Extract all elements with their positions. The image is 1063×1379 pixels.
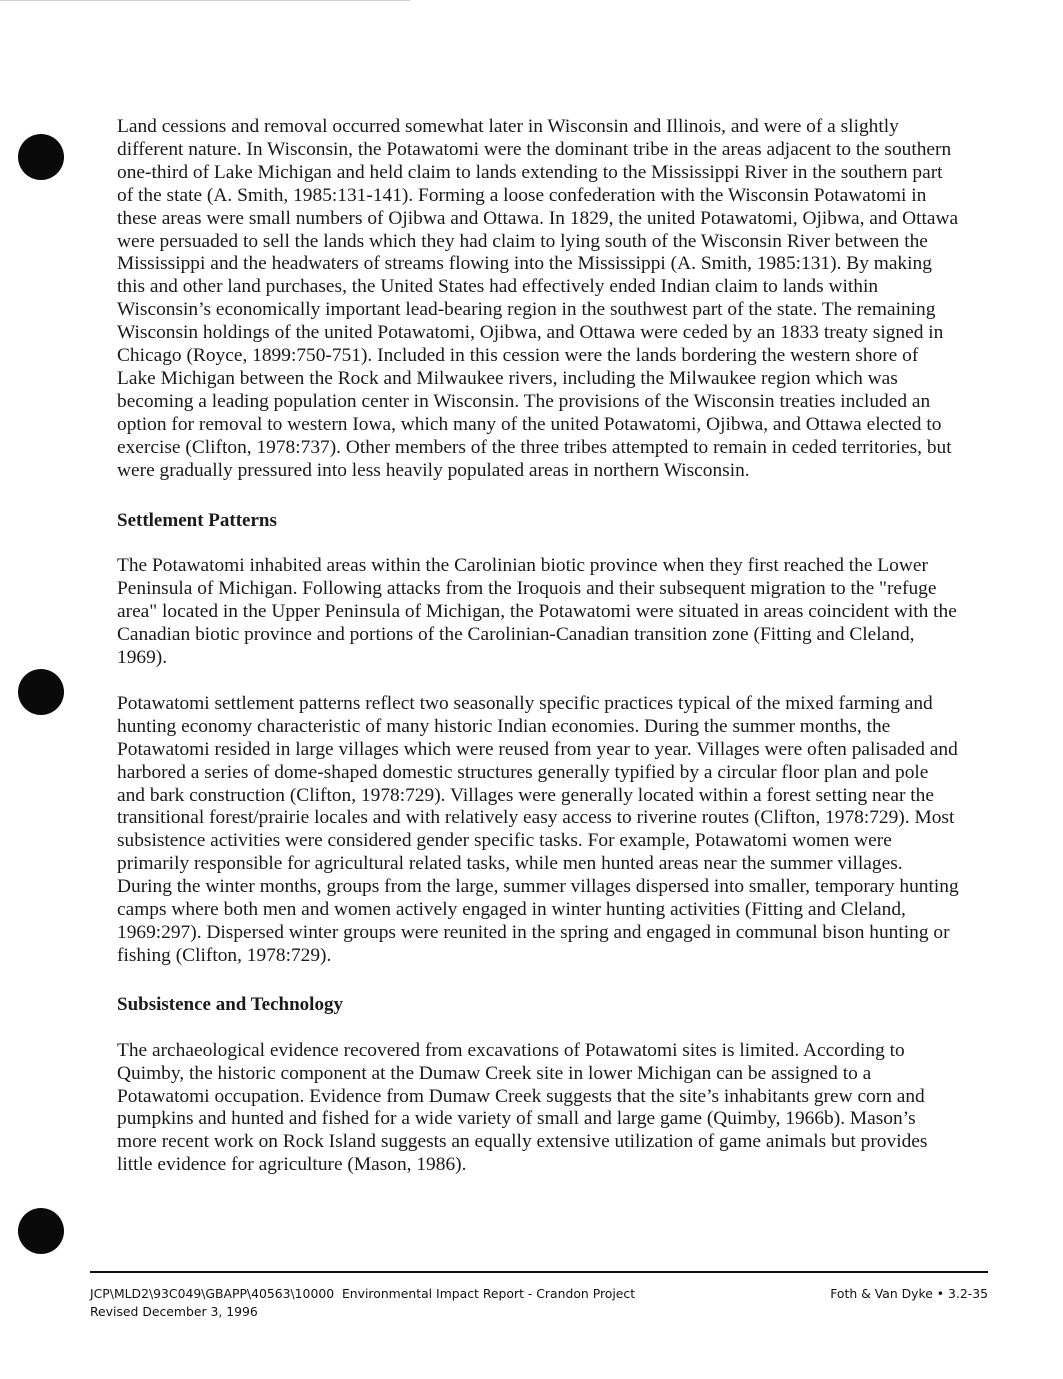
heading-settlement-patterns: Settlement Patterns	[117, 509, 277, 531]
binder-hole-icon	[18, 1208, 64, 1254]
binder-hole-icon	[18, 134, 64, 180]
binder-hole-icon	[18, 669, 64, 715]
footer-page-reference: Foth & Van Dyke • 3.2-35	[830, 1286, 988, 1301]
top-edge-rule	[0, 0, 410, 1]
footer-rule	[90, 1271, 988, 1273]
document-body	[117, 116, 959, 1177]
paragraph-potawatomi-inhabited: The Potawatomi inhabited areas within the Carolinian biotic province when they first reached the Lower Peninsula of Michigan. Following attacks from the Iroquois and their subsequent migration to the "refuge area" located in the Upper Peninsula of Michigan, the Potawatomi were situated in areas coincident with the Canadian biotic province and portions of the Carolinian-Canadian transition zone (Fitting and Cleland, 1969).	[117, 555, 957, 669]
footer-file-path-title: JCP\MLD2\93C049\GBAPP\40563\10000 Environmental Impact Report - Crandon Project	[90, 1286, 636, 1301]
paragraph-land-cessions: Land cessions and removal occurred somewhat later in Wisconsin and Illinois, and were of a slightly different nature. In Wisconsin, the Potawatomi were the dominant tribe in the areas adjacent to the southern one-third of Lake Michigan and held claim to lands extending to the Mississippi River in the southern part of the state (A. Smith, 1985:131-141). Forming a loose confederation with the Wisconsin Potawatomi in these areas were small numbers of Ojibwa and Ottawa. In 1829, the united Potawatomi, Ojibwa, and Ottawa were persuaded to sell the lands which they had claim to lying south of the Wisconsin River between the Mississippi and the headwaters of streams flowing into the Mississippi (A. Smith, 1985:131). By making this and other land purchases, the United States had effectively ended Indian claim to lands within Wisconsin’s economically important lead-bearing region in the southwest part of the state. The remaining Wisconsin holdings of the united Potawatomi, Ojibwa, and Ottawa were ceded by an 1833 treaty signed in Chicago (Royce, 1899:750-751). Included in this cession were the lands bordering the western shore of Lake Michigan between the Rock and Milwaukee rivers, including the Milwaukee region which was becoming a leading population center in Wisconsin. The provisions of the Wisconsin treaties included an option for removal to western Iowa, which many of the united Potawatomi, Ojibwa, and Ottawa elected to exercise (Clifton, 1978:737). Other members of the three tribes attempted to remain in ceded territories, but were gradually pressured into less heavily populated areas in northern Wisconsin.	[117, 116, 959, 481]
footer-revised-date: Revised December 3, 1996	[90, 1304, 258, 1319]
heading-subsistence-technology: Subsistence and Technology	[117, 993, 343, 1015]
footer-left	[90, 1285, 635, 1321]
paragraph-settlement-patterns: Potawatomi settlement patterns reflect two seasonally specific practices typical of the mixed farming and hunting economy characteristic of many historic Indian economies. During the summer months, the Potawatomi resided in large villages which were reused from year to year. Villages were often palisaded and harbored a series of dome-shaped domestic structures generally typified by a circular floor plan and pole and bark construction (Clifton, 1978:729). Villages were generally located within a forest setting near the transitional forest/prairie locales and with relatively easy access to riverine routes (Clifton, 1978:729). Most subsistence activities were considered gender specific tasks. For example, Potawatomi women were primarily responsible for agricultural related tasks, while men hunted areas near the summer villages. During the winter months, groups from the large, summer villages dispersed into smaller, temporary hunting camps where both men and women actively engaged in winter hunting activities (Fitting and Cleland, 1969:297). Dispersed winter groups were reunited in the spring and engaged in communal bison hunting or fishing (Clifton, 1978:729).	[117, 692, 959, 966]
paragraph-archaeological-evidence: The archaeological evidence recovered from excavations of Potawatomi sites is limited. According to Quimby, the historic component at the Dumaw Creek site in lower Michigan can be assigned to a Potawatomi occupation. Evidence from Dumaw Creek suggests that the site’s inhabitants grew corn and pumpkins and hunted and fished for a wide variety of small and large game (Quimby, 1966b). Mason’s more recent work on Rock Island suggests an equally extensive utilization of game animals but provides little evidence for agriculture (Mason, 1986).	[117, 1039, 928, 1176]
